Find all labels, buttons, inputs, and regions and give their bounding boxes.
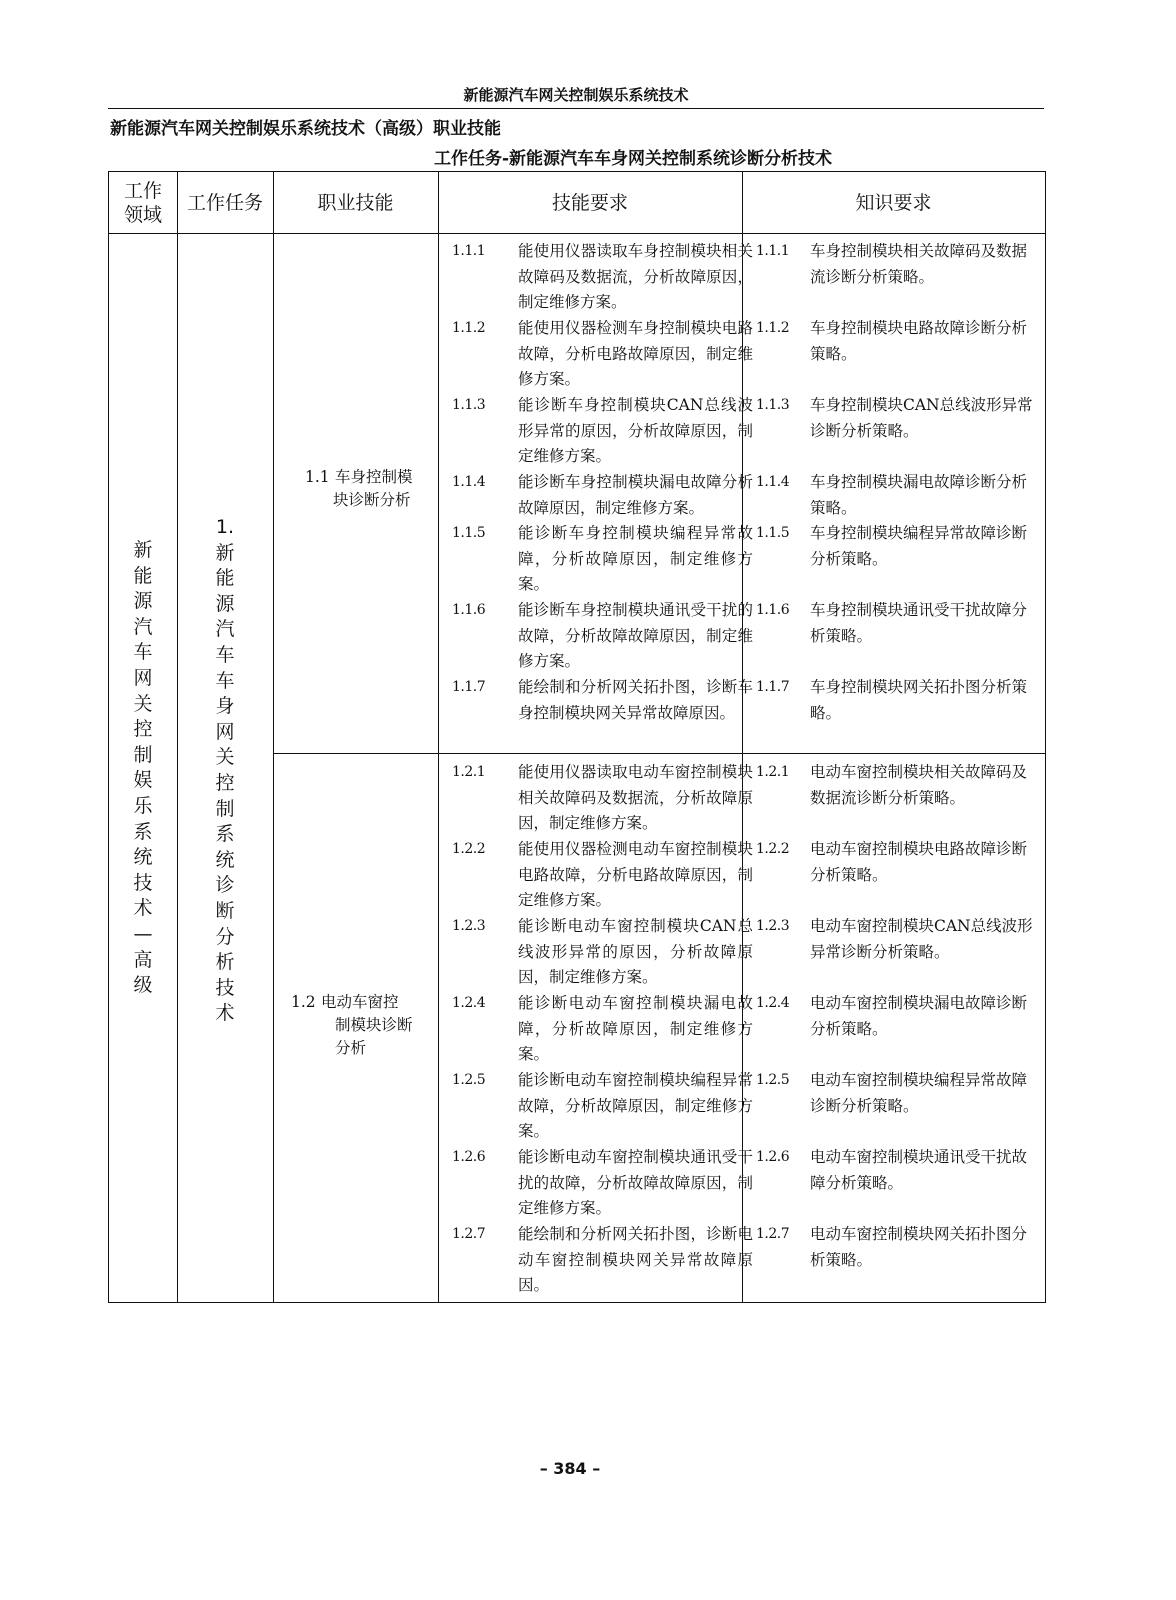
- item-text: 电动车窗控制模块CAN总线波形异常诊断分析策略。: [810, 917, 1033, 961]
- item-code: 1.2.6: [756, 1149, 790, 1165]
- skill-requirement: [452, 1068, 753, 1145]
- item-code: 1.2.2: [452, 841, 486, 857]
- skill-name-line: 制模块诊断: [335, 1016, 413, 1034]
- item-text: 车身控制模块CAN总线波形异常诊断分析策略。: [810, 396, 1033, 440]
- item-text: 车身控制模块漏电故障诊断分析策略。: [810, 473, 1028, 517]
- item-code: 1.2.1: [452, 764, 486, 780]
- knowledge-requirement: [756, 393, 1042, 444]
- skill-code: 1.1: [305, 468, 330, 486]
- item-code: 1.1.2: [452, 320, 486, 336]
- item-code: 1.2.4: [756, 995, 790, 1011]
- skill-requirement: [452, 1222, 753, 1299]
- item-code: 1.2.5: [756, 1072, 790, 1088]
- header-knowledge-requirements: 知识要求: [855, 192, 932, 214]
- item-code: 1.2.3: [756, 918, 790, 934]
- item-code: 1.1.5: [452, 525, 486, 541]
- column-divider: [273, 172, 274, 1302]
- knowledge-requirement: [756, 914, 1042, 965]
- item-text: 电动车窗控制模块通讯受干扰故障分析策略。: [810, 1148, 1028, 1192]
- item-text: 车身控制模块通讯受干扰故障分析策略。: [810, 601, 1028, 645]
- skill-requirement: [452, 393, 753, 470]
- item-text: 能诊断电动车窗控制模块漏电故障，分析故障原因，制定维修方案。: [518, 994, 753, 1064]
- item-code: 1.2.6: [452, 1149, 486, 1165]
- item-text: 能使用仪器读取车身控制模块相关故障码及数据流，分析故障原因，制定维修方案。: [518, 242, 753, 312]
- knowledge-requirement: [756, 1068, 1042, 1119]
- knowledge-requirement: [756, 1145, 1042, 1196]
- item-code: 1.2.7: [452, 1226, 486, 1242]
- item-code: 1.1.1: [452, 243, 486, 259]
- skill-requirement: [452, 316, 753, 393]
- item-code: 1.2.4: [452, 995, 486, 1011]
- item-code: 1.2.5: [452, 1072, 486, 1088]
- item-text: 电动车窗控制模块漏电故障诊断分析策略。: [810, 994, 1028, 1038]
- skill-name: [291, 991, 413, 1060]
- header-domain-line: 领域: [123, 204, 162, 226]
- item-code: 1.1.6: [756, 602, 790, 618]
- item-text: 能诊断车身控制模块CAN总线波形异常的原因，分析故障原因，制定维修方案。: [518, 396, 753, 466]
- item-code: 1.1.6: [452, 602, 486, 618]
- item-code: 1.2.3: [452, 918, 486, 934]
- page-number: – 384 –: [539, 1459, 601, 1478]
- item-text: 能使用仪器读取电动车窗控制模块相关故障码及数据流，分析故障原因，制定维修方案。: [518, 763, 753, 833]
- knowledge-requirement: [756, 760, 1042, 811]
- column-divider: [177, 172, 178, 1302]
- knowledge-requirement: [756, 239, 1042, 290]
- skill-requirement: [452, 239, 753, 316]
- skill-name: [305, 466, 413, 512]
- item-text: 电动车窗控制模块相关故障码及数据流诊断分析策略。: [810, 763, 1028, 807]
- skill-requirement: [452, 837, 753, 914]
- item-text: 电动车窗控制模块编程异常故障诊断分析策略。: [810, 1071, 1028, 1115]
- knowledge-requirement: [756, 837, 1042, 888]
- header-task: 工作任务: [186, 192, 263, 214]
- item-text: 能诊断电动车窗控制模块通讯受干扰的故障，分析故障故障原因，制定维修方案。: [518, 1148, 753, 1218]
- skill-requirement: [452, 760, 753, 837]
- item-code: 1.1.3: [756, 397, 790, 413]
- item-code: 1.1.4: [756, 474, 790, 490]
- column-divider: [438, 172, 439, 1302]
- item-code: 1.2.1: [756, 764, 790, 780]
- skill-name-line: 电动车窗控: [321, 993, 399, 1011]
- item-code: 1.2.7: [756, 1226, 790, 1242]
- skill-requirement: [452, 521, 753, 598]
- item-text: 能绘制和分析网关拓扑图，诊断车身控制模块网关异常故障原因。: [518, 678, 753, 722]
- skills-table: [108, 171, 1046, 1303]
- skill-code: 1.2: [291, 993, 316, 1011]
- running-header: 新能源汽车网关控制娱乐系统技术: [108, 84, 1044, 109]
- item-code: 1.1.2: [756, 320, 790, 336]
- item-text: 能诊断车身控制模块编程异常故障，分析故障原因，制定维修方案。: [518, 524, 753, 594]
- work-task: 1.新能源汽车车身网关控制系统诊断分析技术: [215, 516, 235, 1025]
- knowledge-requirement: [756, 675, 1042, 726]
- skill-requirement: [452, 470, 753, 521]
- knowledge-requirement: [756, 521, 1042, 572]
- row-divider: [273, 753, 1045, 754]
- item-text: 车身控制模块网关拓扑图分析策略。: [810, 678, 1028, 722]
- item-text: 能诊断车身控制模块漏电故障分析故障原因，制定维修方案。: [518, 473, 753, 517]
- document-title: 新能源汽车网关控制娱乐系统技术（高级）职业技能: [110, 119, 501, 139]
- item-code: 1.2.2: [756, 841, 790, 857]
- item-code: 1.1.7: [452, 679, 486, 695]
- header-domain: [109, 172, 177, 234]
- item-code: 1.1.5: [756, 525, 790, 541]
- item-text: 车身控制模块相关故障码及数据流诊断分析策略。: [810, 242, 1028, 286]
- item-text: 能诊断电动车窗控制模块编程异常故障，分析故障原因，制定维修方案。: [518, 1071, 753, 1141]
- skill-name-line: 车身控制模: [335, 468, 413, 486]
- table-title: 工作任务-新能源汽车车身网关控制系统诊断分析技术: [433, 149, 833, 169]
- skill-name-line: 块诊断分析: [333, 491, 411, 509]
- item-code: 1.1.1: [756, 243, 790, 259]
- knowledge-requirement: [756, 470, 1042, 521]
- item-text: 电动车窗控制模块电路故障诊断分析策略。: [810, 840, 1028, 884]
- knowledge-requirement: [756, 316, 1042, 367]
- skill-requirement: [452, 914, 753, 991]
- header-skill: 职业技能: [317, 192, 394, 214]
- item-text: 能诊断电动车窗控制模块CAN总线波形异常的原因，分析故障原因，制定维修方案。: [518, 917, 753, 987]
- item-text: 能绘制和分析网关拓扑图，诊断电动车窗控制模块网关异常故障原因。: [518, 1225, 753, 1295]
- item-text: 能使用仪器检测电动车窗控制模块电路故障，分析电路故障原因，制定维修方案。: [518, 840, 753, 910]
- knowledge-requirement: [756, 1222, 1042, 1273]
- knowledge-requirement: [756, 991, 1042, 1042]
- work-domain: 新能源汽车网关控制娱乐系统技术—高级: [133, 539, 153, 997]
- knowledge-requirement: [756, 598, 1042, 649]
- header-domain-line: 工作: [123, 180, 162, 202]
- skill-requirement: [452, 1145, 753, 1222]
- item-code: 1.1.3: [452, 397, 486, 413]
- skill-requirement: [452, 991, 753, 1068]
- skill-requirement: [452, 598, 753, 675]
- item-text: 电动车窗控制模块网关拓扑图分析策略。: [810, 1225, 1028, 1269]
- item-text: 车身控制模块电路故障诊断分析策略。: [810, 319, 1028, 363]
- item-text: 能使用仪器检测车身控制模块电路故障，分析电路故障原因，制定维修方案。: [518, 319, 753, 389]
- item-code: 1.1.4: [452, 474, 486, 490]
- item-text: 能诊断车身控制模块通讯受干扰的故障，分析故障故障原因，制定维修方案。: [518, 601, 753, 671]
- skill-requirement: [452, 675, 753, 726]
- item-code: 1.1.7: [756, 679, 790, 695]
- header-skill-requirements: 技能要求: [551, 192, 628, 214]
- item-text: 车身控制模块编程异常故障诊断分析策略。: [810, 524, 1028, 568]
- skill-name-line: 分析: [335, 1039, 367, 1057]
